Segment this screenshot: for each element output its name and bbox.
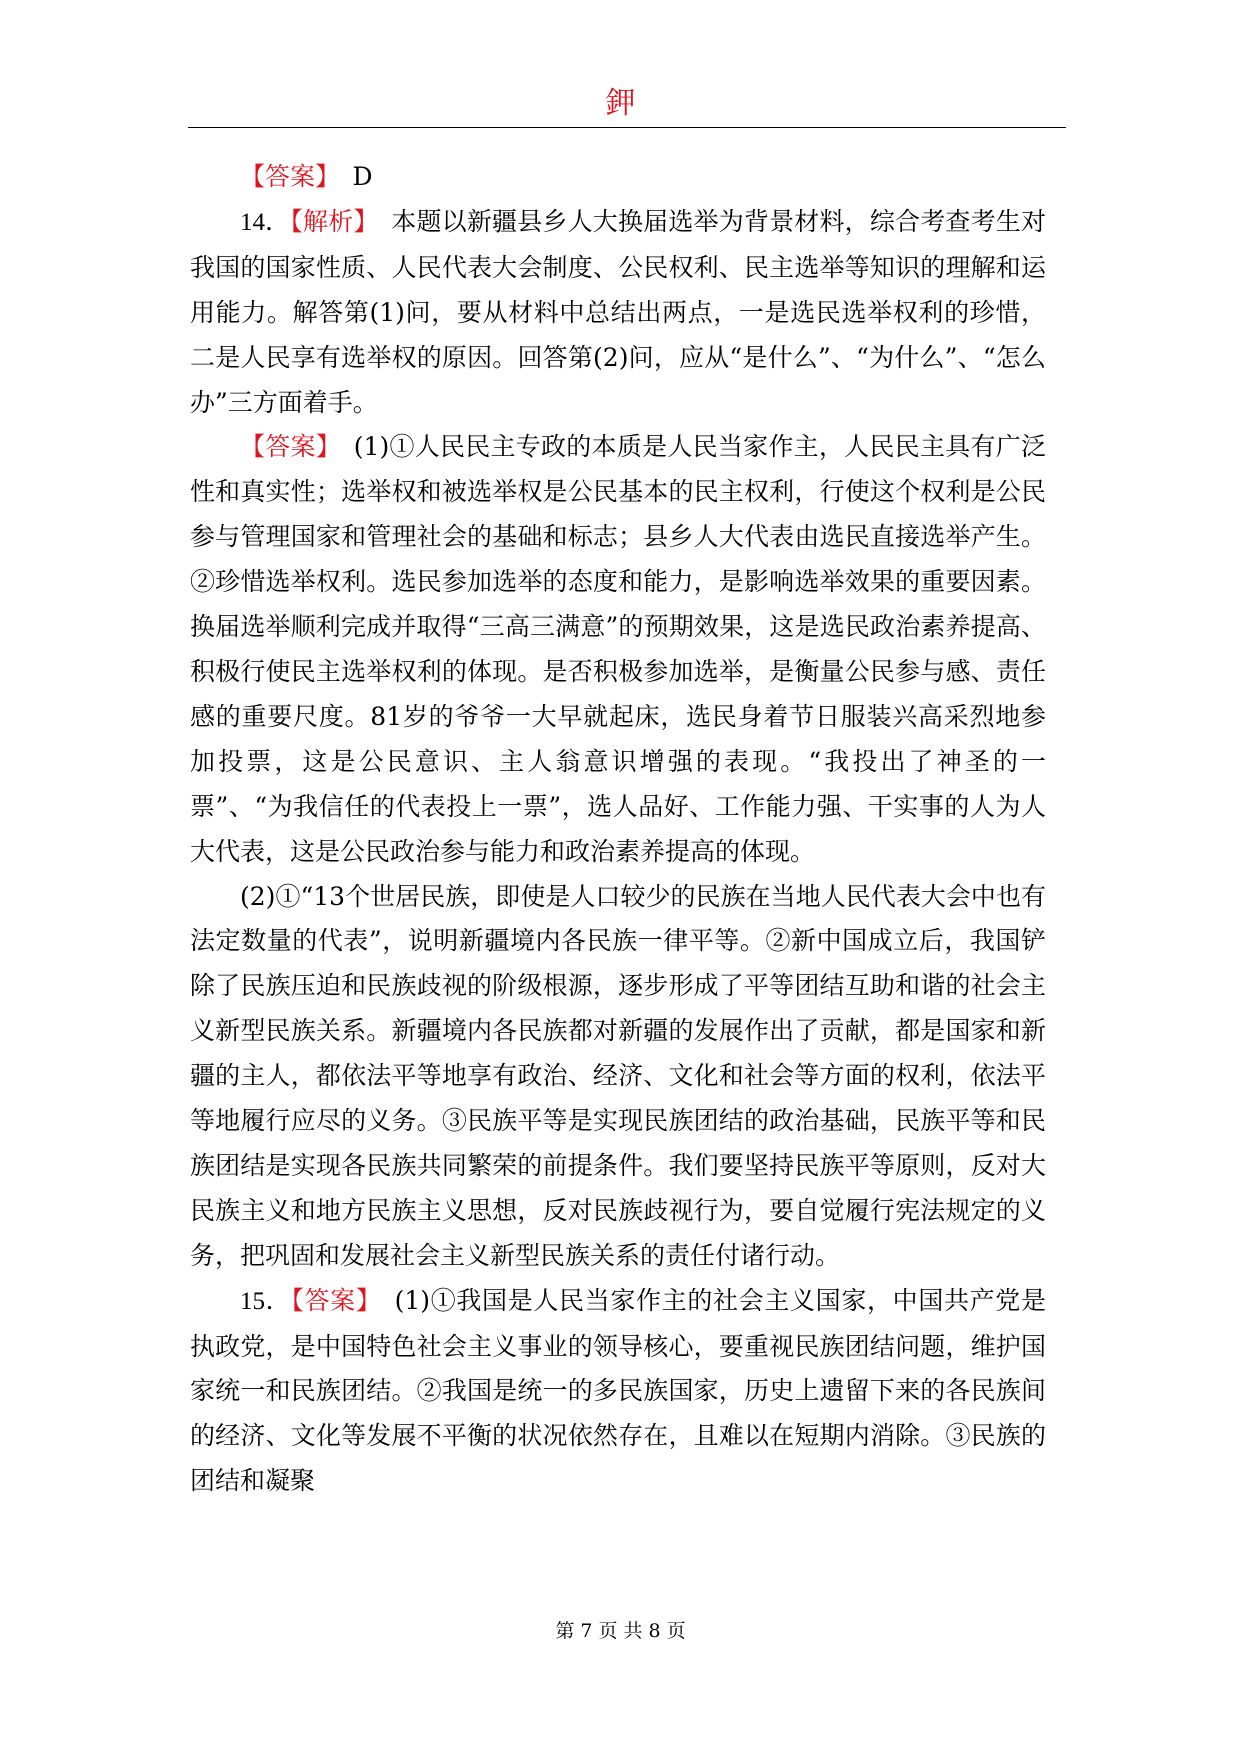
analysis-tag: 【解析】 [290, 206, 367, 236]
question-number: 15． [240, 1287, 292, 1315]
answer-text: D [327, 162, 373, 191]
header-mark: 鉀 [605, 86, 636, 121]
analysis-text: 本题以新疆县乡人大换届选举为背景材料，综合考查考生对我国的国家性质、人民代表大会制度、公民权利、民主选举等知识的理解和运用能力。解答第(1)问，要从材料中总结出两点，一是选民选举权利的珍惜，二是人民享有选举权的原因。回答第(2)问，应从“是什么”、“为什么”、“怎么办”三方面着手。 [190, 206, 1046, 417]
answer-text: (2)①“13个世居民族，即使是人口较少的民族在当地人民代表大会中也有法定数量的代表”，说明新疆境内各民族一律平等。②新中国成立后，我国铲除了民族压迫和民族歧视的阶级根源，逐步形成了平等团结互助和谐的社会主义新型民族关系。新疆境内各民族都对新疆的发展作出了贡献，都是国家和新疆的主人，都依法平等地享有政治、经济、文化和社会等方面的权利，依法平等地履行应尽的义务。③民族平等是实现民族团结的政治基础，民族平等和民族团结是实现各民族共同繁荣的前提条件。我们要坚持民族平等原则，反对大民族主义和地方民族主义思想，反对民族歧视行为，要自觉履行宪法规定的义务，把巩固和发展社会主义新型民族关系的责任付诸行动。 [190, 881, 1046, 1270]
page-number-footer: 第 7 页 共 8 页 [555, 1620, 686, 1642]
paragraph-analysis-14 [190, 200, 1046, 426]
paragraph-answer-13 [190, 155, 1046, 200]
answer-tag: 【答案】 [240, 432, 329, 462]
answer-tag: 【答案】 [240, 162, 328, 191]
paragraph-answer-15 [190, 1279, 1046, 1505]
answer-tag: 【答案】 [291, 1285, 369, 1315]
answer-body [190, 155, 1046, 1504]
answer-text: (1)①人民民主专政的本质是人民当家作主，人民民主具有广泛性和真实性；选举权和被选举权是公民基本的民主权利，行使这个权利是公民参与管理国家和管理社会的基础和标志；县乡人大代表由选民直接选举产生。②珍惜选举权利。选民参加选举的态度和能力，是影响选举效果的重要因素。换届选举顺利完成并取得“三高三满意”的预期效果，这是选民政治素养提高、积极行使民主选举权利的体现。是否积极参加选举，是衡量公民参与感、责任感的重要尺度。81岁的爷爷一大早就起床，选民身着节日服装兴高采烈地参加投票，这是公民意识、主人翁意识增强的表现。“我投出了神圣的一票”、“为我信任的代表投上一票”，选人品好、工作能力强、干实事的人为人大代表，这是公民政治参与能力和政治素养提高的体现。 [190, 432, 1046, 866]
question-number: 14． [240, 208, 291, 236]
answer-text: (1)①我国是人民当家作主的社会主义国家，中国共产党是执政党，是中国特色社会主义事业的领导核心，要重视民族团结问题，维护国家统一和民族团结。②我国是统一的多民族国家，历史上遗留下来的各民族间的经济、文化等发展不平衡的状况依然存在，且难以在短期内消除。③民族的团结和凝聚 [190, 1285, 1046, 1496]
paragraph-answer-14-part2 [190, 875, 1046, 1279]
paragraph-answer-14-part1 [190, 425, 1046, 874]
header-rule [188, 127, 1066, 128]
